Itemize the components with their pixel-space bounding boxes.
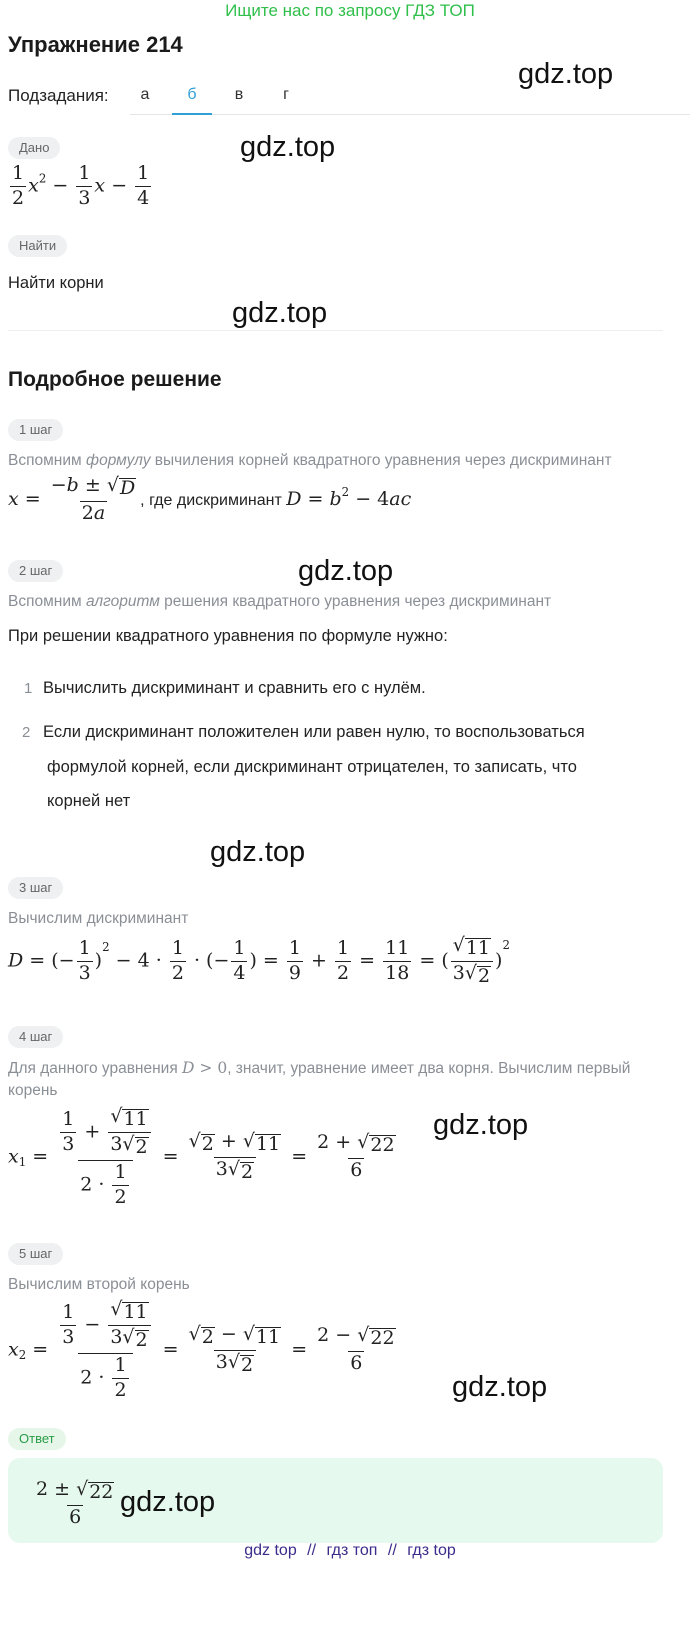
step-2-lead: При решении квадратного уравнения по формуле нужно: [8,627,448,645]
watermark: gdz.top [232,297,328,329]
step-5-formula: $x_2$ = $\frac{1}{3}$ − √ 11 3 √ 2 2 · $\frac{1}{2}$ = √ 2 − √ 11 3 √ 2 = 2 − √ 22 6 [8,1298,395,1401]
watermark: gdz.top [518,58,614,90]
step-4-badge: 4 шаг [8,1026,63,1048]
step-1-intro: Вспомним формулу вычиления корней квадратного уравнения через дискриминант [8,452,612,469]
tab-v[interactable]: в [234,86,244,103]
watermark: gdz.top [210,836,306,868]
tab-a[interactable]: а [140,86,150,103]
step-5-badge: 5 шаг [8,1243,63,1265]
solution-title: Подробное решение [8,368,222,391]
watermark: gdz.top [433,1109,529,1141]
answer-badge: Ответ [8,1428,66,1450]
step-3-badge: 3 шаг [8,877,63,899]
tab-g[interactable]: г [283,86,289,103]
step-4-intro: Для данного уравнения D > 0, значит, уравнение имеет два корня. Вычислим первый [8,1059,631,1077]
step-1-badge: 1 шаг [8,419,63,441]
step-1-formula: x = −b ± √ D 2a , где дискриминант $D = b^2 - 4ac$ [8,474,412,524]
step-4-intro-line2: корень [8,1082,58,1099]
top-banner[interactable]: Ищите нас по запросу ГДЗ ТОП [225,1,475,20]
list-item-cont: формулой корней, если дискриминант отрицателен, то записать, что [47,758,577,776]
step-2-intro: Вспомним алгоритм решения квадратного уравнения через дискриминант [8,593,552,610]
find-badge: Найти [8,235,67,257]
answer-formula: 2 ± √ 22 6 [36,1478,114,1528]
step-2-badge: 2 шаг [8,560,63,582]
watermark: gdz.top [240,131,336,163]
watermark: gdz.top [452,1371,548,1403]
list-number: 1 [24,680,33,697]
step-3-intro: Вычислим дискриминант [8,910,189,927]
given-badge: Дано [8,137,60,159]
footer-link[interactable]: gdz top [244,1542,297,1559]
tabs-divider [130,114,690,115]
footer-link[interactable]: гдз top [407,1542,456,1559]
list-number: 2 [22,724,31,741]
footer-link[interactable]: гдз топ [326,1542,378,1559]
footer-links [0,1542,700,1560]
active-tab-indicator [172,113,212,115]
footer-separator: // [307,1542,317,1559]
step-3-formula: D = (− $\frac{1}{3}$ )$^2$ − 4 · $\frac{1}{2}$ · (− $\frac{1}{4}$ ) = $\frac{1}{9}$ + $\frac{1}{2}$ = $\frac{11}{18}$ = ( √ 11 3 √ 2 )$^2$ [8,934,510,987]
tab-b[interactable]: б [187,86,197,103]
page-title: Упражнение 214 [8,32,183,57]
watermark: gdz.top [120,1486,216,1518]
list-item: Если дискриминант положителен или равен нулю, то воспользоваться [43,723,585,741]
find-text: Найти корни [8,274,104,292]
list-item-cont: корней нет [47,792,131,810]
footer-separator: // [387,1542,397,1559]
given-expression: $\frac{1}{2}$ $x^2$ − $\frac{1}{3}$ x − $\frac{1}{4}$ [12,162,150,209]
watermark: gdz.top [298,555,394,587]
list-item: Вычислить дискриминант и сравнить его с нулём. [43,679,426,697]
section-divider [8,330,663,331]
step-5-intro: Вычислим второй корень [8,1276,190,1293]
step-4-formula: $x_1$ = $\frac{1}{3}$ + √ 11 3 √ 2 2 · $\frac{1}{2}$ = √ 2 + √ 11 3 √ 2 = 2 + √ 22 6 [8,1105,395,1208]
subtasks-label: Подзадания: [8,86,109,105]
